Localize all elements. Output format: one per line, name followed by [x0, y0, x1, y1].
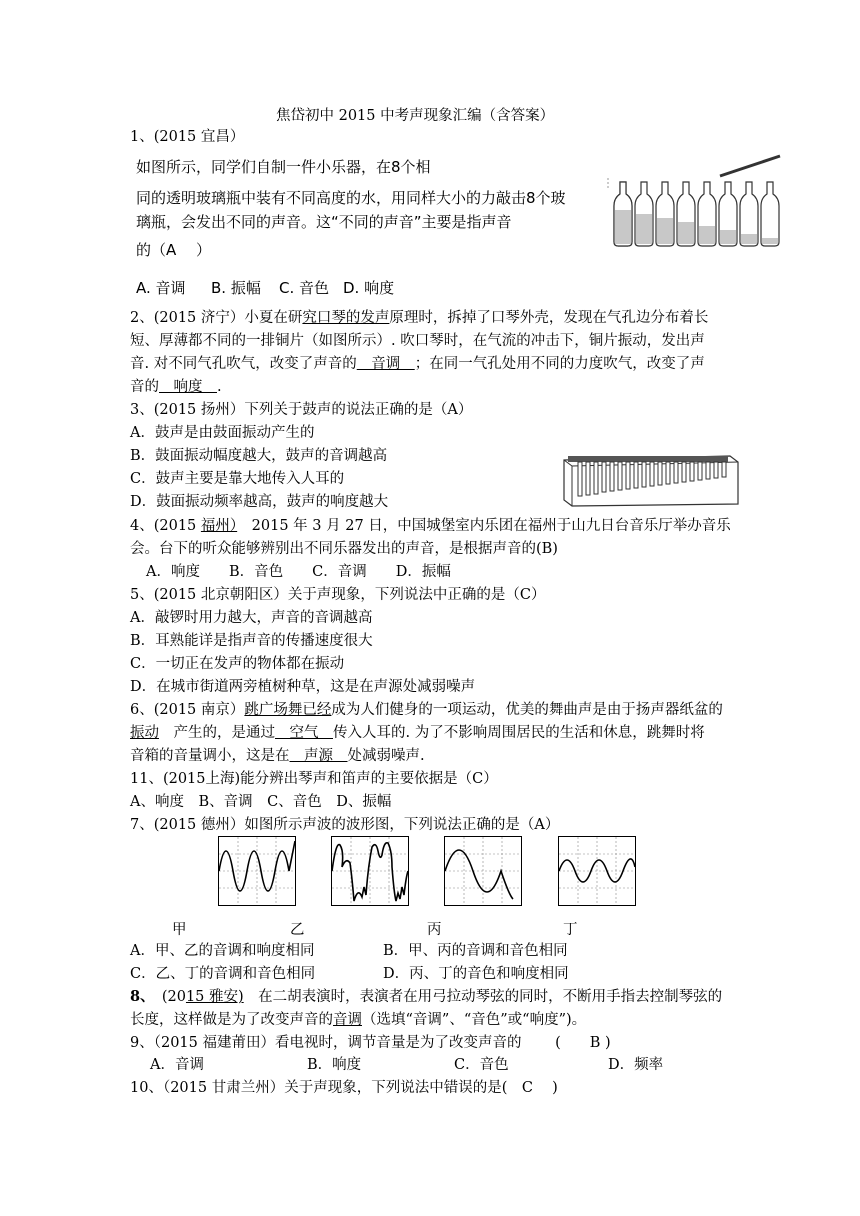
- q8-text-line2: 长度，这样做是为了改变声音的音调（选填“音调”、“音色”或“响度”)。: [130, 1012, 587, 1028]
- q7-option-d: D．丙、丁的音色和响度相同: [383, 966, 569, 982]
- q2-text-line3: 音. 对不同气孔吹气，改变了声音的 音调 ；在同一气孔处用不同的力度吹气，改变了声: [130, 356, 705, 372]
- q8-text-line1: 8、 (2015 雅安) 在二胡表演时，表演者在用弓拉动琴弦的同时，不断用手指去控制琴弦的: [130, 988, 723, 1005]
- q6-text-line3: 音箱的音量调小，这是在 声源 处减弱噪声.: [130, 748, 425, 764]
- waveform-jia: [218, 836, 296, 906]
- q1-text-line3: 璃瓶，会发出不同的声音。这“不同的声音”主要是指声音: [136, 213, 512, 231]
- q1-option-c: C. 音色: [279, 279, 330, 297]
- q1-heading: 1、(2015 宜昌）: [130, 129, 245, 145]
- q2-text-line1: 2、(2015 济宁）小夏在研究口琴的发声原理时，拆掉了口琴外壳，发现在气孔边分布着长: [130, 310, 709, 326]
- q3-option-c: C．鼓声主要是靠大地传入人耳的: [130, 471, 345, 487]
- harmonica-reeds-figure: [562, 450, 742, 514]
- q1-text-line2: 同的透明玻璃瓶中装有不同高度的水，用同样大小的力敲击8个玻: [136, 189, 566, 207]
- q1-option-b: B. 振幅: [211, 279, 261, 297]
- q2-answer-2: 响度: [159, 379, 217, 395]
- q1-text-line1: 如图所示，同学们自制一件小乐器，在8个相: [136, 158, 431, 176]
- waveform-label-jia: 甲: [172, 922, 187, 938]
- q5-heading: 5、(2015 北京朝阳区）关于声现象，下列说法中正确的是（C）: [130, 587, 546, 603]
- q5-option-b: B．耳熟能详是指声音的传播速度很大: [130, 633, 373, 649]
- waveform-label-yi: 乙: [290, 922, 305, 938]
- q5-option-d: D．在城市街道两旁植树种草，这是在声源处减弱噪声: [130, 679, 476, 695]
- q6-text-line2: 振动 产生的，是通过 空气 传入人耳的. 为了不影响周围居民的生活和休息，跳舞时将: [130, 725, 705, 741]
- glass-bottles-figure: [600, 150, 790, 254]
- q9-heading: 9、（2015 福建莆田）看电视时，调节音量是为了改变声音的 ( B ): [130, 1035, 611, 1051]
- q2-text-line4: 音的 响度 .: [130, 379, 222, 395]
- waveform-label-bing: 丙: [427, 922, 442, 938]
- q3-heading: 3、(2015 扬州）下列关于鼓声的说法正确的是（A）: [130, 402, 473, 418]
- q6-answer-1: 振动: [130, 725, 159, 741]
- q9-option-d: D．频率: [608, 1057, 664, 1073]
- waveform-yi: [331, 836, 409, 906]
- document-title: 焦岱初中 2015 中考声现象汇编（含答案）: [276, 108, 555, 124]
- q6-answer-2: 空气: [275, 725, 333, 741]
- q1-option-a: A. 音调: [136, 279, 186, 297]
- waveform-label-ding: 丁: [563, 922, 578, 938]
- q7-option-c: C．乙、丁的音调和音色相同: [130, 966, 316, 982]
- q6-text-line1: 6、(2015 南京）跳广场舞已经成为人们健身的一项运动，优美的舞曲声是由于扬声器纸盆的: [130, 702, 723, 718]
- q9-option-c: C．音色: [454, 1057, 509, 1073]
- q10-heading: 10、（2015 甘肃兰州）关于声现象，下列说法中错误的是( C ): [130, 1080, 558, 1096]
- q6-answer-3: 声源: [289, 748, 348, 764]
- q7-option-a: A．甲、乙的音调和响度相同: [130, 943, 315, 959]
- q5-option-a: A．敲锣时用力越大，声音的音调越高: [130, 610, 373, 626]
- q3-option-a: A．鼓声是由鼓面振动产生的: [130, 425, 315, 441]
- waveform-ding: [558, 836, 636, 906]
- q4-text-line2: 会。台下的听众能够辨别出不同乐器发出的声音，是根据声音的(B): [130, 541, 558, 557]
- q2-text-line2: 短、厚薄都不同的一排铜片（如图所示）. 吹口琴时，在气流的冲击下，铜片振动，发出声: [130, 333, 705, 349]
- q3-option-d: D．鼓面振动频率越高，鼓声的响度越大: [130, 494, 389, 510]
- q2-answer-1: 音调: [356, 356, 415, 372]
- q7-option-b: B．甲、丙的音调和音色相同: [383, 943, 568, 959]
- q9-option-a: A．音调: [150, 1057, 204, 1073]
- q1-option-d: D. 响度: [343, 279, 395, 297]
- q1-text-line4: 的（A ）: [136, 241, 212, 259]
- q5-option-c: C．一切正在发声的物体都在振动: [130, 656, 345, 672]
- q3-option-b: B．鼓面振动幅度越大，鼓声的音调越高: [130, 448, 388, 464]
- q7-heading: 7、(2015 德州）如图所示声波的波形图，下列说法正确的是（A）: [130, 817, 560, 833]
- q8-answer: 音调: [333, 1012, 362, 1028]
- q4-text-line1: 4、(2015 福州） 2015 年 3 月 27 日，中国城堡室内乐团在福州于山九日台音乐厅举办音乐: [130, 518, 731, 534]
- q9-option-b: B．响度: [307, 1057, 362, 1073]
- q11-options: A、响度 B、音调 C、音色 D、振幅: [130, 794, 392, 810]
- waveform-bing: [444, 836, 522, 906]
- q11-heading: 11、(2015上海)能分辨出琴声和笛声的主要依据是（C）: [130, 771, 498, 787]
- q4-options: A．响度 B．音色 C．音调 D．振幅: [146, 564, 451, 580]
